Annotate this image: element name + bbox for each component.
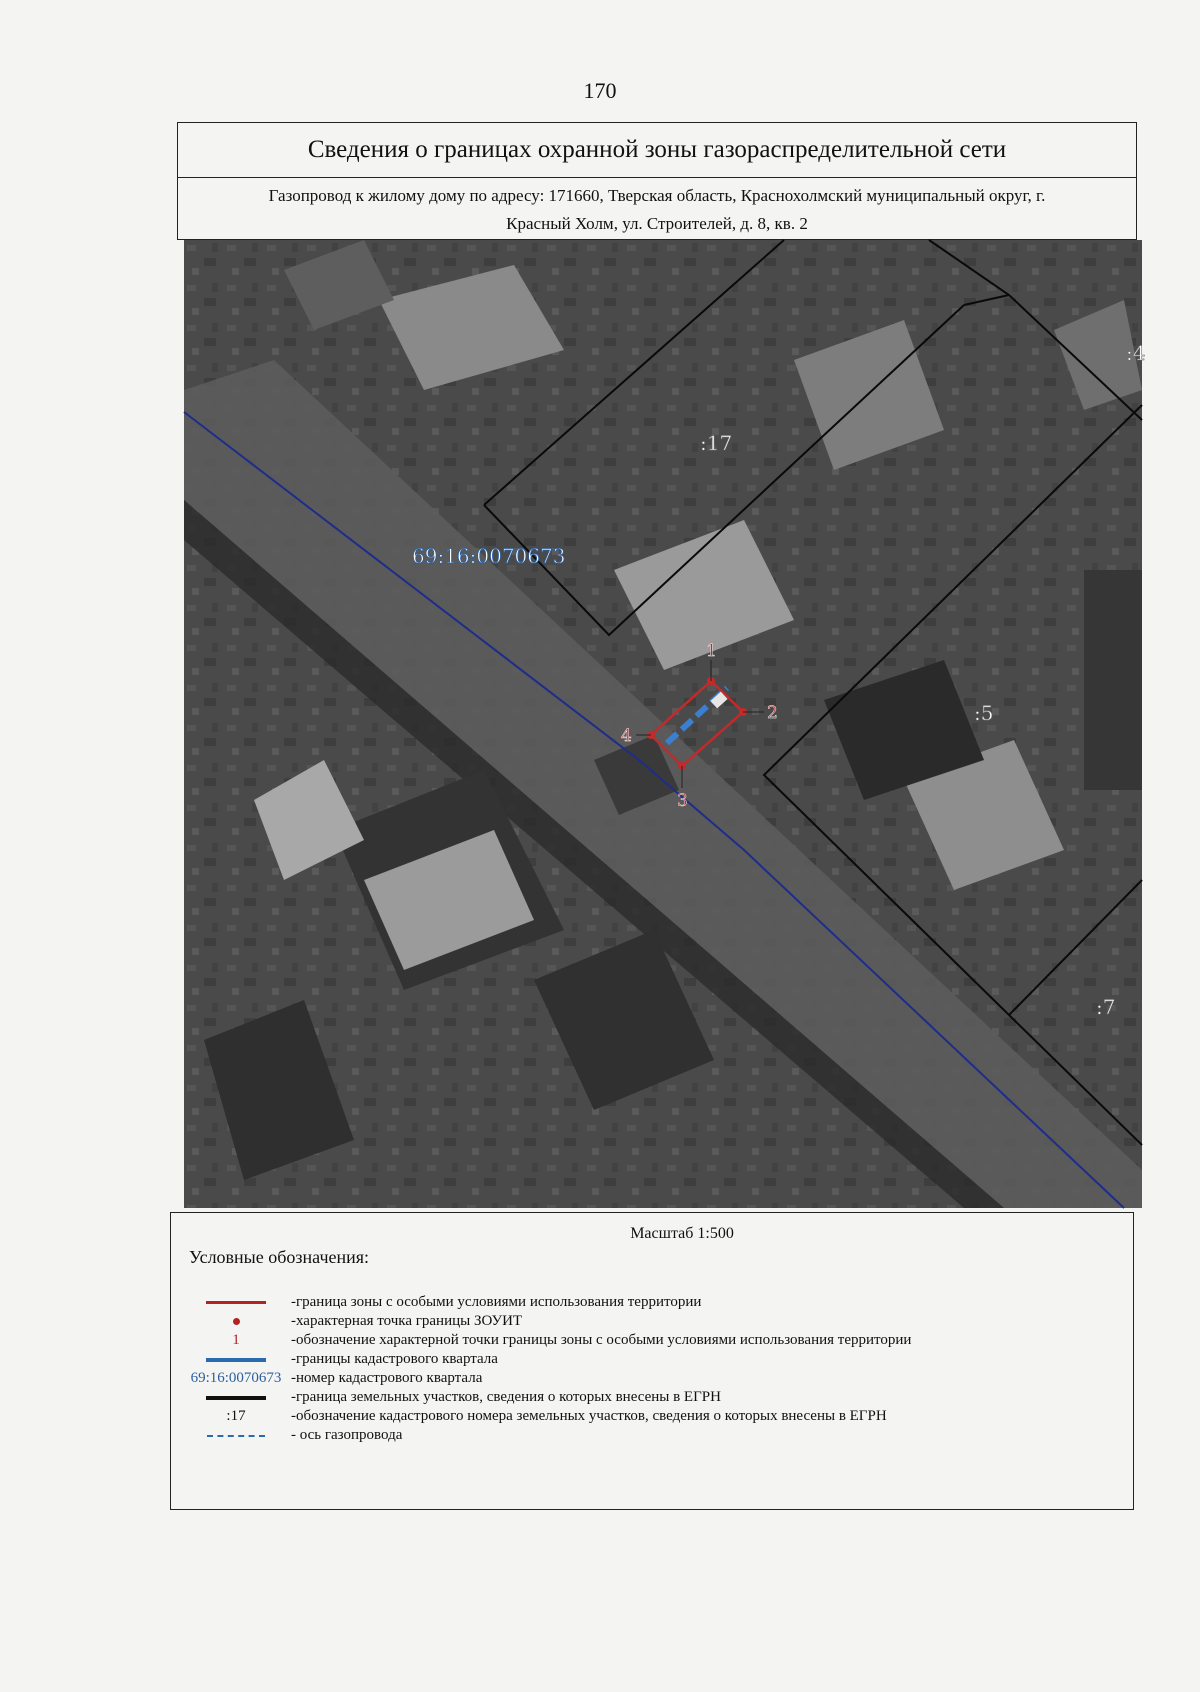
legend-item-text: -обозначение характерной точки границы зоны с особыми условиями использования территории bbox=[291, 1332, 912, 1348]
legend-item-quarter-boundary bbox=[183, 1350, 1123, 1369]
page-number: 170 bbox=[583, 78, 617, 103]
subtitle-line-2: Красный Холм, ул. Строителей, д. 8, кв. 2 bbox=[506, 214, 808, 233]
subtitle-line-1: Газопровод к жилому дому по адресу: 171660, Тверская область, Краснохолмский муниципальный округ, г. bbox=[268, 186, 1046, 205]
legend-item-parcel-boundary bbox=[183, 1388, 1123, 1407]
parcel-label-5: :5 bbox=[974, 701, 994, 725]
quarter-label: 69:16:0070673 bbox=[412, 544, 566, 568]
legend-item-quarter-number bbox=[183, 1369, 1123, 1388]
parcel-label-4: :4 bbox=[1126, 341, 1146, 365]
address-subtitle bbox=[177, 178, 1137, 240]
black-number-symbol: :17 bbox=[226, 1408, 246, 1424]
document-title bbox=[177, 122, 1137, 178]
map-scale: Масштаб 1:500 bbox=[630, 1225, 734, 1242]
legend-list bbox=[183, 1293, 1123, 1445]
legend-item-text: - ось газопровода bbox=[291, 1427, 403, 1443]
blue-number-symbol: 69:16:0070673 bbox=[190, 1370, 282, 1386]
parcel-label-17: :17 bbox=[700, 431, 733, 455]
legend-item-zone-point bbox=[183, 1312, 1123, 1331]
aerial-map[interactable] bbox=[184, 240, 1146, 1208]
point-label-2: 2 bbox=[767, 703, 778, 723]
legend-title: Условные обозначения: bbox=[189, 1247, 370, 1267]
legend-item-point-number bbox=[183, 1331, 1123, 1350]
legend-item-text: -характерная точка границы ЗОУИТ bbox=[291, 1313, 523, 1329]
legend-panel bbox=[170, 1212, 1134, 1510]
blue-line-symbol bbox=[206, 1358, 266, 1362]
legend-item-parcel-number bbox=[183, 1407, 1123, 1426]
legend-item-text: -граница земельных участков, сведения о которых внесены в ЕГРН bbox=[291, 1389, 721, 1405]
black-line-symbol bbox=[206, 1396, 266, 1400]
red-dot-symbol bbox=[233, 1318, 240, 1325]
legend-item-text: -обозначение кадастрового номера земельных участков, сведения о которых внесены в ЕГРН bbox=[291, 1408, 887, 1424]
red-line-symbol bbox=[206, 1301, 266, 1304]
legend-item-gas-axis bbox=[183, 1426, 1123, 1445]
point-label-4: 4 bbox=[621, 726, 632, 746]
dashed-line-symbol bbox=[207, 1435, 265, 1437]
legend-item-text: -границы кадастрового квартала bbox=[291, 1351, 498, 1367]
parcel-label-7: :7 bbox=[1096, 995, 1116, 1019]
point-label-3: 3 bbox=[677, 791, 688, 811]
legend-item-zone-boundary bbox=[183, 1293, 1123, 1312]
point-label-1: 1 bbox=[706, 641, 717, 661]
legend-item-text: -номер кадастрового квартала bbox=[291, 1370, 483, 1386]
title-text: Сведения о границах охранной зоны газораспределительной сети bbox=[307, 136, 1007, 163]
red-number-symbol: 1 bbox=[232, 1332, 240, 1348]
map-canvas bbox=[184, 240, 1146, 1208]
legend-item-text: -граница зоны с особыми условиями использования территории bbox=[291, 1294, 702, 1310]
